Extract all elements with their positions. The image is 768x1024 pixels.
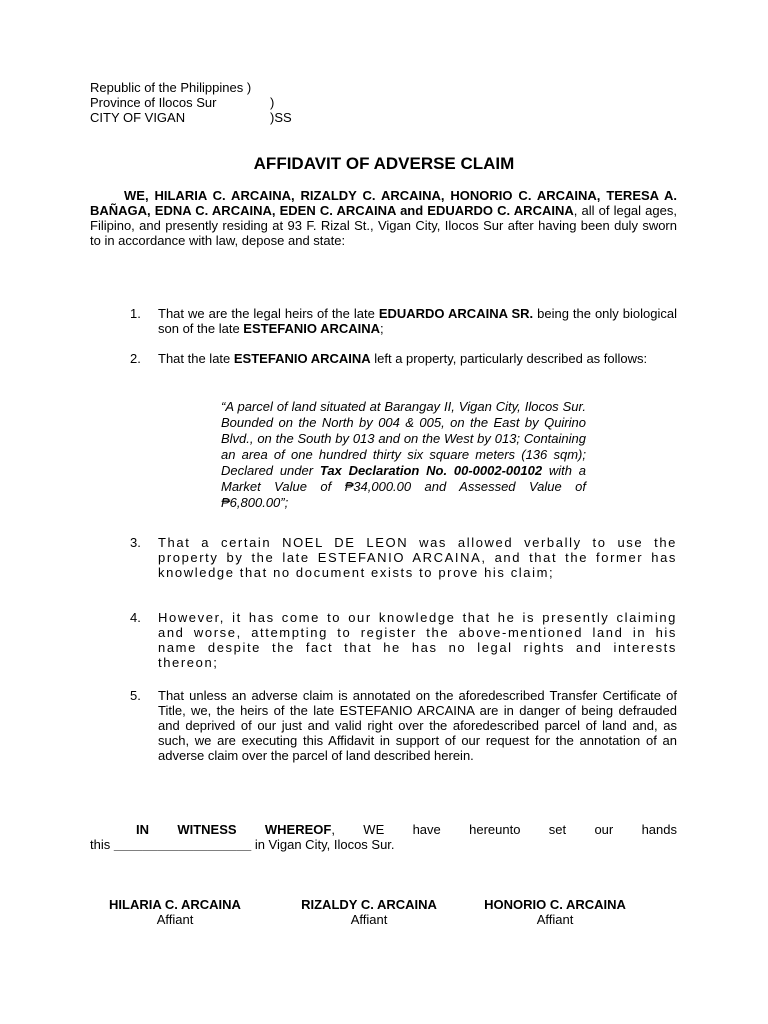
witness-word: IN (136, 822, 149, 837)
venue-line-text: Republic of the Philippines ) (90, 80, 252, 95)
list-item-1 (130, 306, 677, 336)
intro-residence-text: , all of legal ages, Filipino, and presently residing at 93 F. Rizal St., Vigan City, Ilocos Sur after having been duly sworn to in accordance with law, depose and state: (90, 203, 677, 248)
venue-block (90, 80, 292, 125)
heir-name: EDUARDO ARCAINA SR. (378, 306, 534, 321)
intro-we: WE, (124, 188, 149, 203)
item-number: 3. (130, 535, 141, 550)
list-item-2 (130, 351, 677, 366)
date-blank-field[interactable]: ___________________ (113, 837, 252, 852)
decedent-name: ESTEFANIO ARCAINA (233, 351, 371, 366)
list-item-5 (130, 688, 677, 763)
witness-line-text: this (90, 837, 114, 852)
signatory-role: Affiant (350, 912, 388, 927)
witness-word: set (548, 822, 567, 837)
venue-line (90, 95, 292, 110)
signature-block (96, 897, 254, 927)
item-number: 4. (130, 610, 141, 625)
witness-word: hereunto (469, 822, 521, 837)
signatory-name: RIZALDY C. ARCAINA (301, 897, 437, 912)
tax-declaration: Tax Declaration No. 00-0002-00102 (319, 463, 543, 478)
signature-block (288, 897, 450, 927)
item-text: That the late ESTEFANIO ARCAINA left a property, particularly described as follows: (158, 351, 648, 366)
property-description: “A parcel of land situated at Barangay II, Vigan City, Ilocos Sur. Bounded on the North by 004 & 005, on the East by Quirino Blvd., on the South by 013 and on the West by 013; Containing an area of one hundred thirty six square meters (136 sqm); Declared under Tax Declaration No. 00-0002-00102 with a Market Value of ₱34,000.00 and Assessed Value of ₱6,800.00”; (221, 399, 587, 510)
item-text: That a certain NOEL DE LEON was allowed verbally to use the property by the late ESTEFANIO ARCAINA, and that the former has knowledge that no document exists to prove his claim; (158, 535, 677, 580)
item-number: 1. (130, 306, 141, 321)
signatory-name: HONORIO C. ARCAINA (484, 897, 626, 912)
signatory-role: Affiant (156, 912, 194, 927)
document-title: AFFIDAVIT OF ADVERSE CLAIM (253, 154, 515, 173)
list-item-4 (130, 610, 677, 670)
witness-word: WITNESS (177, 822, 237, 837)
witness-word: hands (641, 822, 677, 837)
witness-clause: IN WITNESS WHEREOF, WE have hereunto set our hands this ___________________ in Vigan City, Ilocos Sur. (90, 822, 677, 852)
witness-word: WHEREOF (264, 822, 332, 837)
witness-word: have (412, 822, 441, 837)
item-number: 2. (130, 351, 141, 366)
intro-affiant-names: HILARIA C. ARCAINA, RIZALDY C. ARCAINA, HONORIO C. ARCAINA, TERESA A. BAÑAGA, EDNA C. ARCAINA, EDEN C. ARCAINA and EDUARDO C. ARCAINA (90, 188, 677, 218)
signature-block (470, 897, 640, 927)
item-text: However, it has come to our knowledge that he is presently claiming and worse, attempting to register the above-mentioned land in his name despite the fact that he has no legal rights and interests thereon; (158, 610, 677, 670)
signatory-name: HILARIA C. ARCAINA (109, 897, 241, 912)
witness-line-text: in Vigan City, Ilocos Sur. (251, 837, 395, 852)
item-text: That unless an adverse claim is annotated on the aforedescribed Transfer Certificate of Title, we, the heirs of the late ESTEFANIO ARCAINA are in danger of being defrauded and deprived of our just and valid right over the aforedescribed parcel of land and, as such, we are executing this Affidavit in support of our request for the annotation of an adverse claim over the parcel of land described herein. (158, 688, 677, 763)
witness-word: WE (363, 822, 385, 837)
item-number: 5. (130, 688, 141, 703)
decedent-name: ESTEFANIO ARCAINA (243, 321, 381, 336)
venue-line-bracket: )SS (270, 110, 292, 125)
venue-line (90, 110, 292, 125)
signatory-role: Affiant (536, 912, 574, 927)
witness-word: our (594, 822, 614, 837)
list-item-3 (130, 535, 677, 580)
item-text: That we are the legal heirs of the late EDUARDO ARCAINA SR. being the only biological son of the late ESTEFANIO ARCAINA; (158, 306, 677, 336)
venue-line-bracket: ) (270, 95, 275, 110)
venue-line-text: Province of Ilocos Sur (90, 95, 217, 110)
venue-line (90, 80, 292, 95)
intro-paragraph (90, 188, 677, 248)
venue-line-text: CITY OF VIGAN (90, 110, 186, 125)
